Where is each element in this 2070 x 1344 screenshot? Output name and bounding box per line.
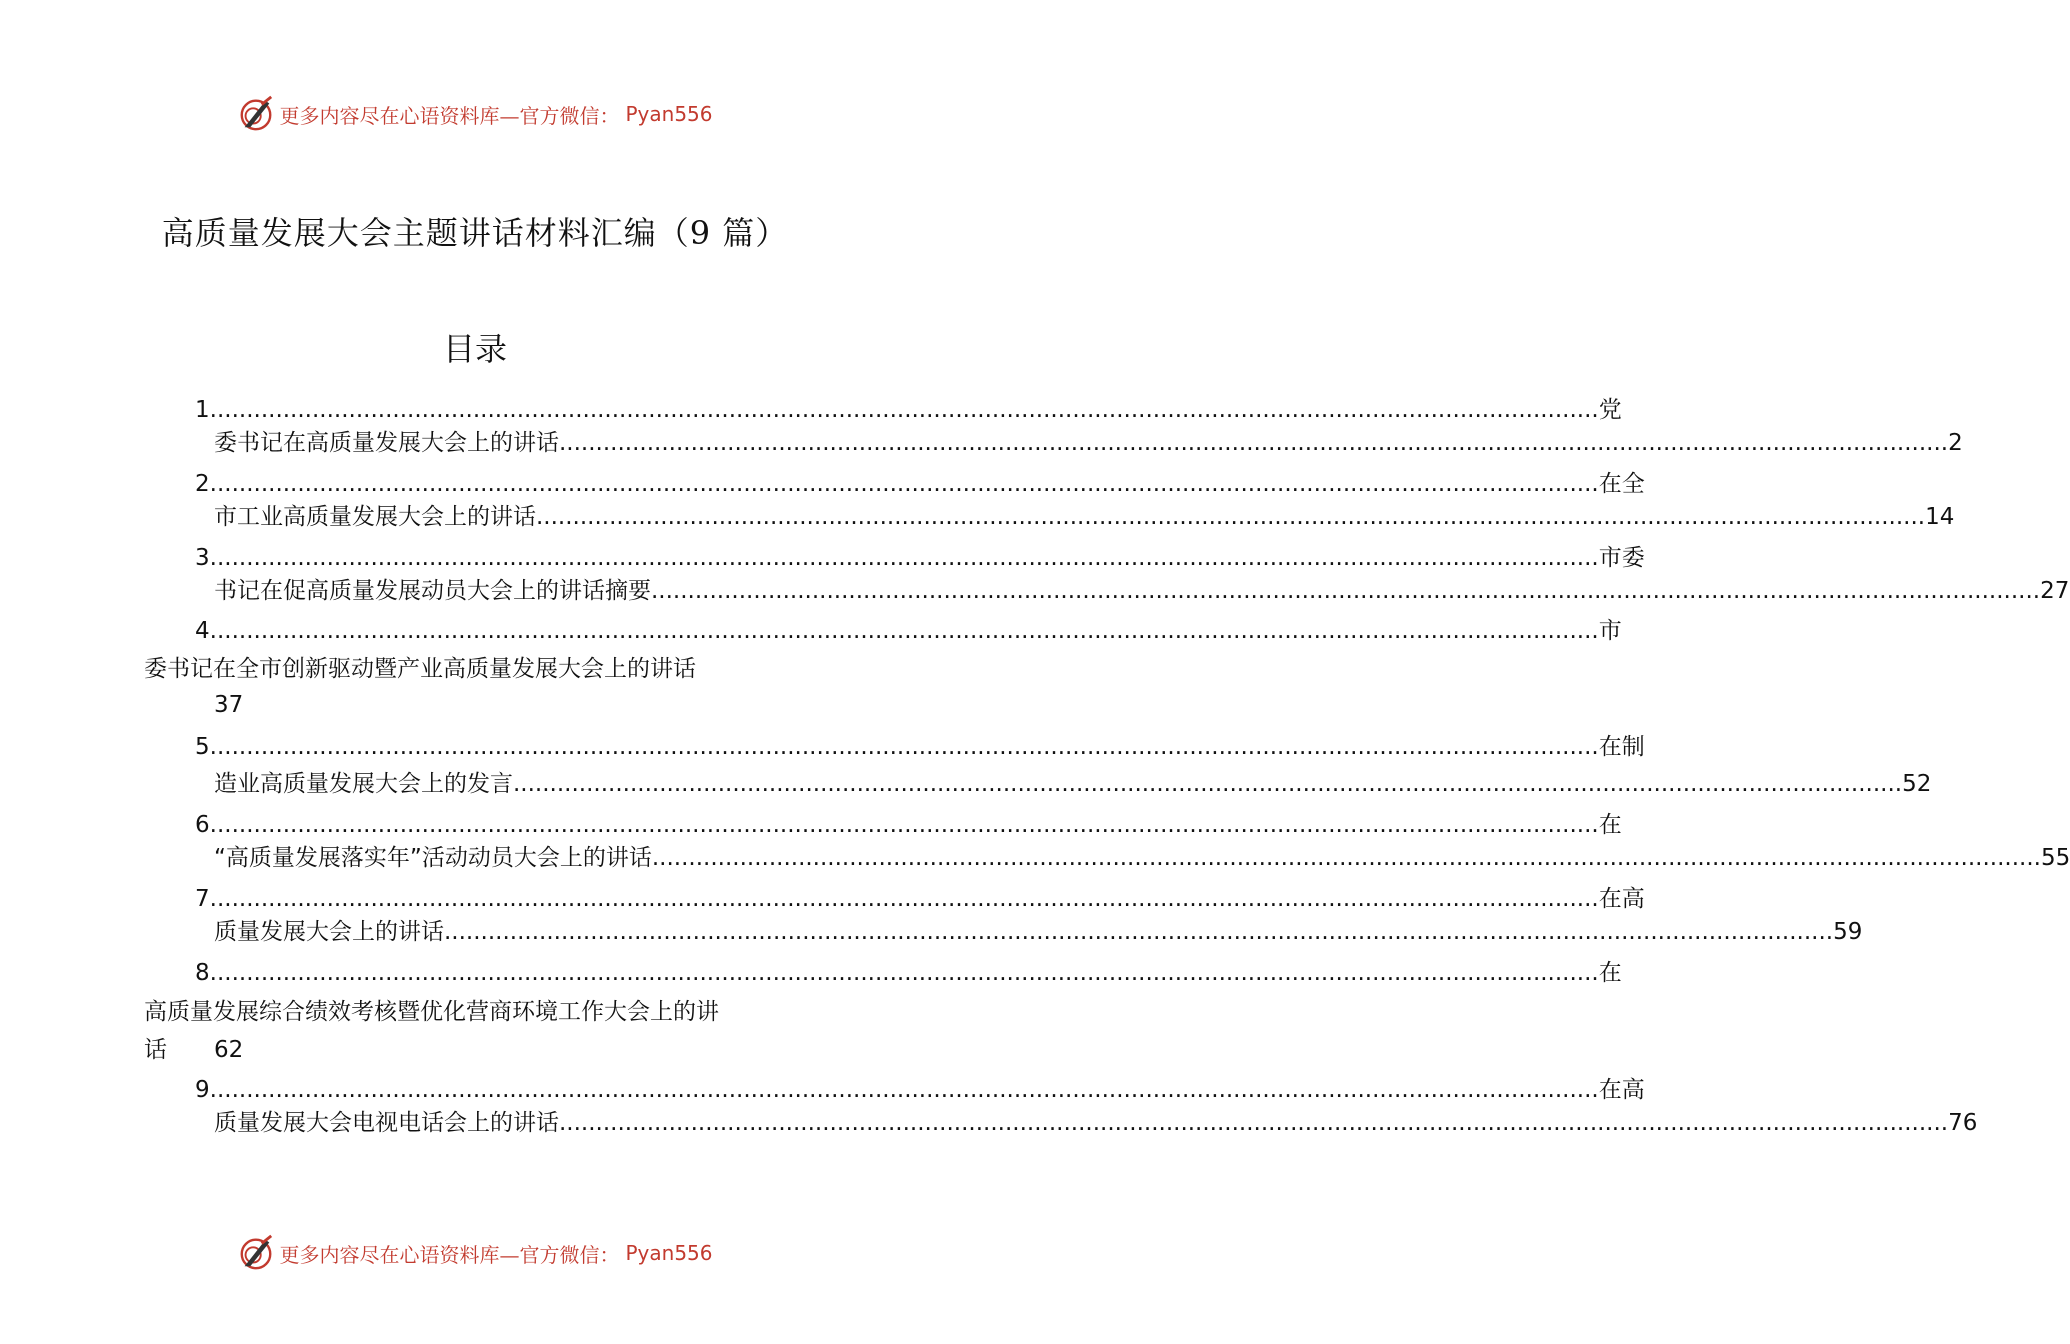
toc-page: 52 [1902,771,1932,797]
toc-title: 质量发展大会上的讲话 [214,919,444,945]
toc-entry-8-page[interactable] [214,1035,243,1065]
toc-number: 6 [195,812,210,838]
dot-leader: .............................................................................................................................................................................................. [444,919,1834,945]
dot-leader: .............................................................................................................................................................................................. [209,886,1599,912]
toc-entry-2-line1[interactable] [195,469,1645,499]
toc-entry-3-line2[interactable] [214,576,2070,606]
dot-leader: .............................................................................................................................................................................................. [559,430,1949,456]
toc-entry-6-line1[interactable] [195,810,1622,840]
toc-title-start: 在高 [1598,886,1645,912]
dot-leader: .............................................................................................................................................................................................. [209,734,1599,760]
dot-leader: .............................................................................................................................................................................................. [651,845,2041,871]
toc-title-start: 市委 [1598,545,1645,571]
toc-number: 8 [195,960,210,986]
toc-title-start: 在高 [1598,1077,1645,1103]
toc-entry-1-line1[interactable] [195,395,1622,425]
toc-entry-3-line1[interactable] [195,543,1645,573]
document-title: 高质量发展大会主题讲话材料汇编（9 篇） [161,214,789,252]
toc-number: 9 [195,1077,210,1103]
toc-title: 书记在促高质量发展动员大会上的讲话摘要 [214,578,651,604]
dot-leader: .............................................................................................................................................................................................. [536,504,1926,530]
toc-page: 2 [1948,430,1963,456]
dot-leader: .............................................................................................................................................................................................. [209,618,1599,644]
toc-title: “高质量发展落实年”活动动员大会上的讲话 [214,845,652,871]
toc-page: 37 [214,692,244,718]
toc-page: 14 [1925,504,1955,530]
toc-title: 质量发展大会电视电话会上的讲话 [214,1110,559,1136]
toc-title: 造业高质量发展大会上的发言 [214,771,513,797]
toc-entry-5-line1[interactable] [195,732,1645,762]
toc-number: 4 [195,618,210,644]
toc-title-start: 在 [1598,812,1622,838]
dot-leader: .............................................................................................................................................................................................. [559,1110,1949,1136]
toc-entry-4-line2[interactable] [144,654,696,684]
dot-leader: .............................................................................................................................................................................................. [209,812,1599,838]
toc-entry-4-page[interactable] [214,690,243,720]
toc-page: 55 [2040,845,2070,871]
dot-leader: .............................................................................................................................................................................................. [513,771,1903,797]
toc-number: 7 [195,886,210,912]
toc-page: 62 [214,1037,244,1063]
toc-page: 59 [1833,919,1863,945]
toc-title-start: 市 [1598,618,1622,644]
dot-leader: .............................................................................................................................................................................................. [209,397,1599,423]
toc-title: 委书记在全市创新驱动暨产业高质量发展大会上的讲话 [144,656,696,682]
banner-text: 更多内容尽在心语资料库—官方微信： [279,103,620,128]
toc-entry-9-line1[interactable] [195,1075,1645,1105]
toc-entry-7-line2[interactable] [214,917,1863,947]
toc-number: 2 [195,471,210,497]
quill-logo-icon [237,95,275,133]
toc-title: 委书记在高质量发展大会上的讲话 [214,430,559,456]
dot-leader: .............................................................................................................................................................................................. [209,1077,1599,1103]
header-watermark [0,92,950,136]
quill-logo-icon [237,1234,275,1272]
toc-entry-6-line2[interactable] [214,843,2070,873]
dot-leader: .............................................................................................................................................................................................. [651,578,2041,604]
toc-number: 3 [195,545,210,571]
toc-page: 76 [1948,1110,1978,1136]
wechat-id: Pyan556 [625,102,713,126]
toc-entry-5-line2[interactable] [214,769,1932,799]
toc-number: 1 [195,397,210,423]
toc-entry-2-line2[interactable] [214,502,1955,532]
dot-leader: .............................................................................................................................................................................................. [209,545,1599,571]
toc-entry-7-line1[interactable] [195,884,1645,914]
dot-leader: .............................................................................................................................................................................................. [209,960,1599,986]
toc-entry-8-line2[interactable] [144,997,719,1027]
toc-number: 5 [195,734,210,760]
wechat-id: Pyan556 [625,1241,713,1265]
banner-text: 更多内容尽在心语资料库—官方微信： [279,1242,620,1267]
toc-heading: 目录 [442,330,507,368]
toc-title: 高质量发展综合绩效考核暨优化营商环境工作大会上的讲 [144,999,719,1025]
dot-leader: .............................................................................................................................................................................................. [209,471,1599,497]
toc-title-end: 话 [144,1037,167,1063]
toc-entry-4-line1[interactable] [195,616,1622,646]
toc-title-start: 在制 [1598,734,1645,760]
toc-entry-8-line3[interactable] [144,1035,167,1065]
footer-watermark [0,1231,950,1275]
toc-entry-9-line2[interactable] [214,1108,1978,1138]
toc-title-start: 在全 [1598,471,1645,497]
toc-entry-8-line1[interactable] [195,958,1622,988]
toc-page: 27 [2040,578,2070,604]
toc-title-start: 在 [1598,960,1622,986]
toc-title: 市工业高质量发展大会上的讲话 [214,504,536,530]
toc-title-start: 党 [1598,397,1622,423]
toc-entry-1-line2[interactable] [214,428,1963,458]
